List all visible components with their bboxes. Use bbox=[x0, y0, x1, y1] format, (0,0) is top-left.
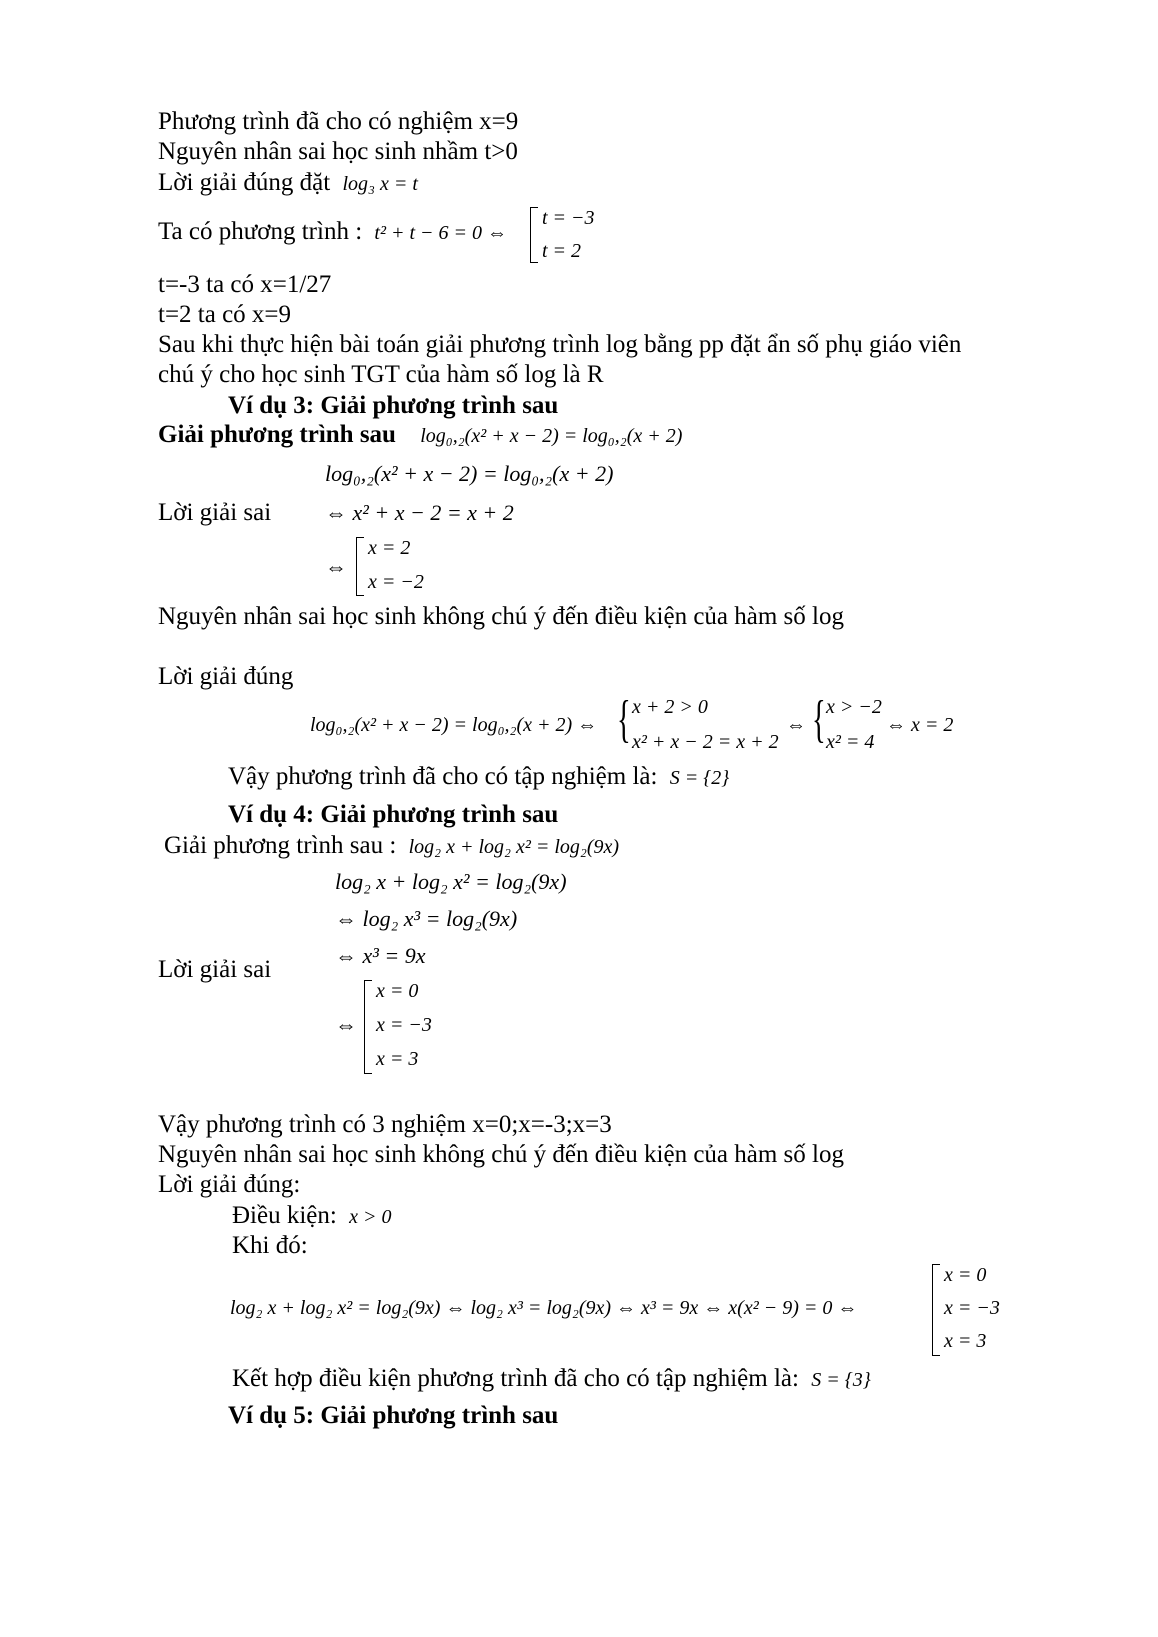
math-case: x = 3 bbox=[376, 1048, 419, 1070]
math-expression: log₀,₂(x² + x − 2) = log₀,₂(x + 2) bbox=[420, 425, 683, 447]
math-case: x = 3 bbox=[944, 1330, 987, 1352]
math-case: x = 2 bbox=[368, 537, 411, 559]
math-expression: ⇔ log₂ x³ = log₂(9x) bbox=[335, 906, 518, 931]
text-span: Vậy phương trình đã cho có tập nghiệm là: bbox=[228, 763, 658, 790]
text-line: Lời giải sai bbox=[158, 956, 272, 983]
math-case: x = −2 bbox=[368, 571, 424, 593]
math-expression: log₂ x + log₂ x² = log₂(9x) ⇔ log₂ x³ = log₂(9x) ⇔ x³ = 9x ⇔ x(x² − 9) = 0 ⇔ bbox=[230, 1297, 858, 1319]
math-expression: log₀,₂(x² + x − 2) = log₀,₂(x + 2) bbox=[325, 461, 614, 486]
system-brace: { bbox=[812, 691, 826, 748]
text-line bbox=[232, 1201, 391, 1232]
text-span: Giải phương trình sau : bbox=[164, 832, 397, 859]
text-line bbox=[158, 217, 507, 248]
text-line: Lời giải đúng: bbox=[158, 1171, 301, 1198]
text-line: chú ý cho học sinh TGT của hàm số log là R bbox=[158, 361, 604, 388]
text-line: Nguyên nhân sai học sinh không chú ý đến điều kiện của hàm số log bbox=[158, 1141, 844, 1168]
math-expression: x > 0 bbox=[349, 1206, 392, 1228]
system-brace: { bbox=[617, 691, 631, 748]
text-line bbox=[232, 1364, 871, 1395]
math-expression: log₀,₂(x² + x − 2) = log₀,₂(x + 2) ⇔ bbox=[310, 714, 598, 736]
text-line: Sau khi thực hiện bài toán giải phương trình log bằng pp đặt ẩn số phụ giáo viên bbox=[158, 331, 962, 358]
math-symbol: ⇔ bbox=[786, 714, 806, 736]
text-line bbox=[158, 168, 418, 199]
text-line bbox=[228, 762, 729, 793]
math-symbol: ⇔ bbox=[335, 1012, 357, 1037]
case-bracket bbox=[530, 207, 538, 263]
math-case: x = −3 bbox=[944, 1297, 1000, 1319]
text-line: Nguyên nhân sai học sinh nhầm t>0 bbox=[158, 138, 518, 165]
math-expression: ⇔ x = 2 bbox=[886, 714, 954, 736]
math-expression: log₃ x = t bbox=[342, 173, 418, 195]
text-line bbox=[158, 420, 682, 451]
text-line: Khi đó: bbox=[232, 1232, 308, 1259]
case-bracket bbox=[364, 980, 372, 1074]
math-expression: log₂ x + log₂ x² = log₂(9x) bbox=[408, 836, 620, 858]
text-line: t=-3 ta có x=1/27 bbox=[158, 271, 332, 298]
math-expression: log₂ x + log₂ x² = log₂(9x) bbox=[335, 869, 567, 894]
math-expression: S = {3} bbox=[811, 1369, 871, 1391]
math-expression: S = {2} bbox=[669, 767, 730, 789]
math-case: t = 2 bbox=[542, 240, 582, 262]
math-expression: t² + t − 6 = 0 ⇔ bbox=[374, 222, 508, 244]
text-line: Phương trình đã cho có nghiệm x=9 bbox=[158, 108, 519, 135]
case-bracket bbox=[356, 537, 364, 596]
text-line: Nguyên nhân sai học sinh không chú ý đến điều kiện của hàm số log bbox=[158, 603, 844, 630]
case-bracket bbox=[932, 1264, 940, 1356]
math-case: x = −3 bbox=[376, 1014, 432, 1036]
section-heading: Ví dụ 4: Giải phương trình sau bbox=[228, 801, 559, 828]
text-span: Kết hợp điều kiện phương trình đã cho có tập nghiệm là: bbox=[232, 1365, 799, 1392]
math-case: t = −3 bbox=[542, 207, 595, 229]
section-heading: Ví dụ 3: Giải phương trình sau bbox=[228, 392, 559, 419]
text-line: t=2 ta có x=9 bbox=[158, 301, 292, 328]
text-span: Lời giải đúng đặt bbox=[158, 169, 331, 196]
section-heading: Ví dụ 5: Giải phương trình sau bbox=[228, 1402, 559, 1429]
math-expression: ⇔ x³ = 9x bbox=[335, 943, 426, 968]
text-line: Vậy phương trình có 3 nghiệm x=0;x=-3;x=3 bbox=[158, 1111, 612, 1138]
math-expression: ⇔ x² + x − 2 = x + 2 bbox=[325, 500, 514, 525]
math-case: x + 2 > 0 bbox=[632, 696, 708, 718]
text-span: Ta có phương trình : bbox=[158, 218, 363, 245]
math-case: x > −2 bbox=[826, 696, 882, 718]
math-case: x² = 4 bbox=[826, 731, 875, 753]
text-line: Lời giải đúng bbox=[158, 663, 294, 690]
math-symbol: ⇔ bbox=[325, 554, 347, 579]
text-line: Lời giải sai bbox=[158, 499, 272, 526]
math-case: x = 0 bbox=[376, 980, 419, 1002]
text-span: Điều kiện: bbox=[232, 1202, 337, 1229]
text-span: Giải phương trình sau bbox=[158, 421, 396, 448]
math-case: x² + x − 2 = x + 2 bbox=[632, 731, 779, 753]
math-case: x = 0 bbox=[944, 1264, 987, 1286]
text-line bbox=[164, 831, 619, 862]
